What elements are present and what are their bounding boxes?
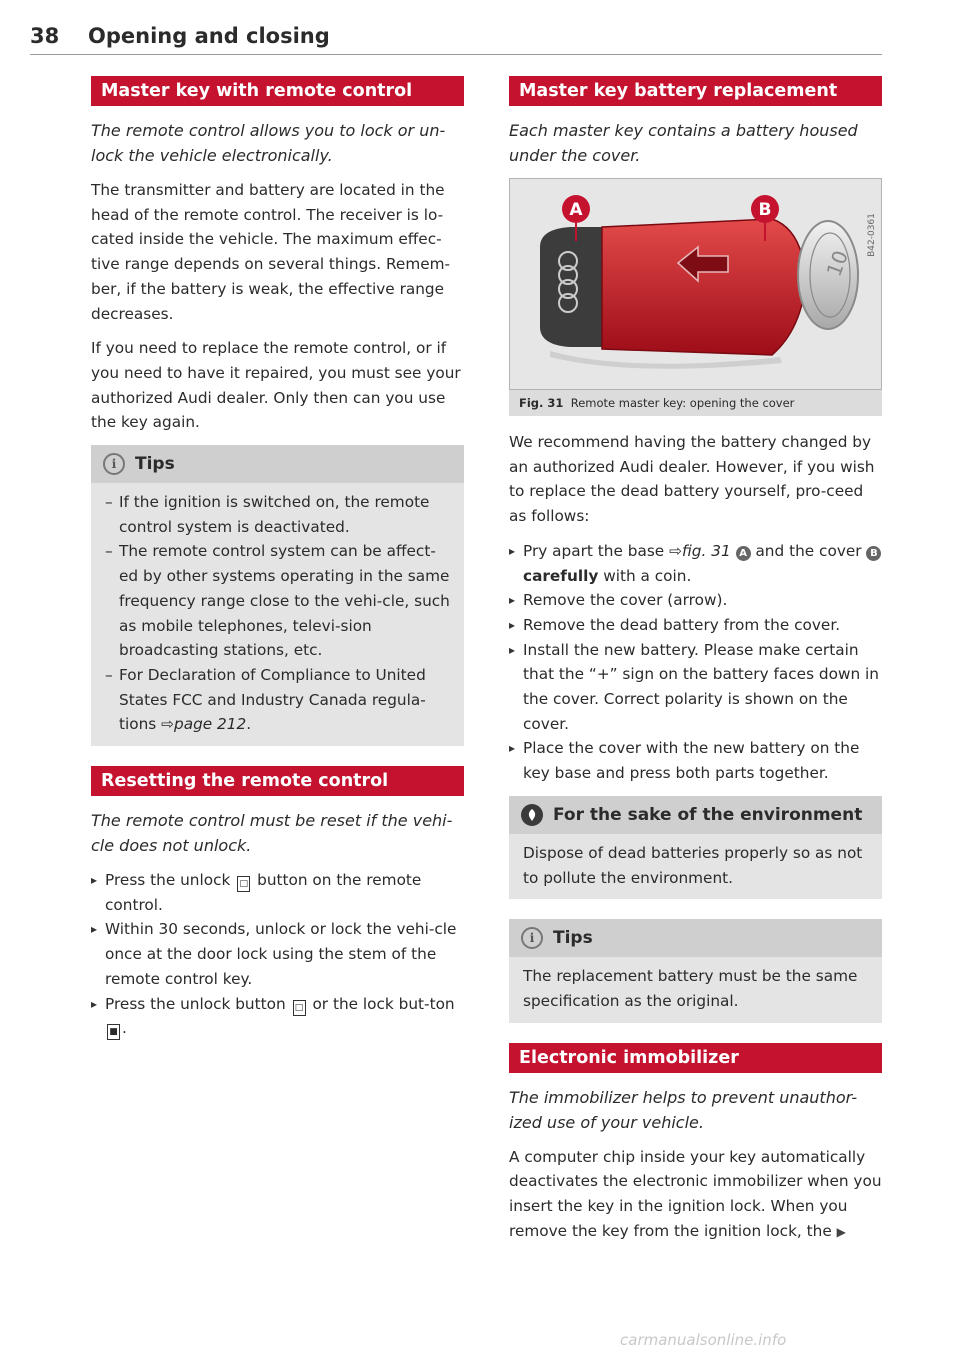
page-number: 38 — [30, 24, 60, 48]
leaf-icon — [521, 804, 543, 826]
tips-header — [91, 445, 464, 483]
tips-title: Tips — [553, 928, 593, 949]
step-item: ▸ Press the unlock button □ or the lock but-ton ■ . — [91, 992, 464, 1041]
left-column — [91, 76, 464, 1051]
paragraph: We recommend having the battery changed by an authorized Audi dealer. However, if you wish to replace the dead battery yourself, pro-ceed as follows: — [509, 433, 875, 526]
unlock-button-icon: □ — [293, 1000, 306, 1016]
section-intro: The immobilizer helps to prevent unauthor-ized use of your vehicle. — [509, 1087, 858, 1132]
step-list — [509, 539, 882, 786]
paragraph: A computer chip inside your key automatically deactivates the electronic immobilizer when you insert the key in the ignition lock. When you remove the key from the ignition lock, the ▶ — [509, 1147, 882, 1240]
key-illustration — [510, 179, 881, 389]
svg-text:B: B — [758, 200, 772, 220]
arrow-icon: ⇨ — [161, 715, 174, 734]
tips-text: The replacement battery must be the same specification as the original. — [523, 967, 858, 1010]
unlock-button-icon: □ — [237, 876, 250, 892]
step-item: ▸ Remove the dead battery from the cover. — [509, 613, 882, 638]
section-title-battery: Master key battery replacement — [509, 76, 882, 106]
lock-button-icon: ■ — [107, 1024, 120, 1040]
section-intro: Each master key contains a battery housed under the cover. — [509, 121, 858, 165]
figure-key — [509, 178, 882, 390]
tip-item: – The remote control system can be affect-ed by other systems operating in the same frequency range close to the vehi-cle, such as mobile telephones, televi-sion broadcasting stations, etc. — [105, 539, 450, 663]
tip-item: – For Declaration of Compliance to United States FCC and Industry Canada regula-tions ⇨page 212. — [105, 663, 450, 737]
step-item: ▸ Pry apart the base ⇨fig. 31 A and the cover B carefully with a coin. — [509, 539, 882, 588]
section-title-immobilizer: Electronic immobilizer — [509, 1043, 882, 1073]
callout-a-icon: A — [736, 546, 751, 561]
chapter-title: Opening and closing — [88, 24, 330, 48]
continue-arrow-icon: ▶ — [836, 1224, 846, 1239]
section-intro: The remote control must be reset if the vehi-cle does not unlock. — [91, 811, 453, 856]
svg-text:10: 10 — [821, 247, 853, 280]
section-intro: The remote control allows you to lock or un-lock the vehicle electronically. — [91, 121, 446, 165]
tips-list — [105, 490, 450, 737]
tips-box — [509, 919, 882, 1022]
right-column — [509, 76, 882, 1254]
tips-box — [91, 445, 464, 746]
callout-b-icon: B — [866, 546, 881, 561]
watermark: carmanualsonline.info — [620, 1331, 787, 1349]
page-header — [30, 24, 882, 55]
figure-caption: Fig. 31 Remote master key: opening the cover — [509, 390, 882, 416]
section-title-resetting: Resetting the remote control — [91, 766, 464, 796]
figure-link[interactable]: fig. 31 — [681, 541, 731, 560]
paragraph: The transmitter and battery are located in the head of the remote control. The receiver is lo-cated inside the vehicle. The maximum effec-tive range depends on several things. Remem-ber, if the battery is weak, the effective range decreases. — [91, 181, 451, 323]
environment-text: Dispose of dead batteries properly so as not to pollute the environment. — [523, 843, 863, 887]
step-list — [91, 868, 464, 1041]
page-link[interactable]: page 212 — [173, 715, 247, 734]
tips-title: Tips — [135, 454, 175, 475]
section-title-master-key: Master key with remote control — [91, 76, 464, 106]
step-item: ▸ Remove the cover (arrow). — [509, 588, 882, 613]
environment-box — [509, 796, 882, 899]
environment-header — [509, 796, 882, 834]
step-item: ▸ Install the new battery. Please make certain that the “+” sign on the battery faces down in the cover. Correct polarity is shown on the cover. — [509, 638, 882, 737]
paragraph: If you need to replace the remote control, or if you need to have it repaired, you must see your authorized Audi dealer. Only then can you use the key again. — [91, 339, 461, 432]
battery-coin-icon — [798, 221, 858, 329]
tip-item: – If the ignition is switched on, the remote control system is deactivated. — [105, 490, 450, 539]
step-item: ▸ Within 30 seconds, unlock or lock the vehi-cle once at the door lock using the stem of the remote control key. — [91, 917, 464, 991]
figure-code: B42-0361 — [867, 213, 877, 257]
step-item: ▸ Press the unlock □ button on the remote control. — [91, 868, 464, 917]
tips-header — [509, 919, 882, 957]
info-icon: i — [521, 927, 543, 949]
svg-text:A: A — [569, 200, 583, 220]
info-icon: i — [103, 453, 125, 475]
environment-title: For the sake of the environment — [553, 804, 863, 825]
step-item: ▸ Place the cover with the new battery on the key base and press both parts together. — [509, 736, 882, 785]
